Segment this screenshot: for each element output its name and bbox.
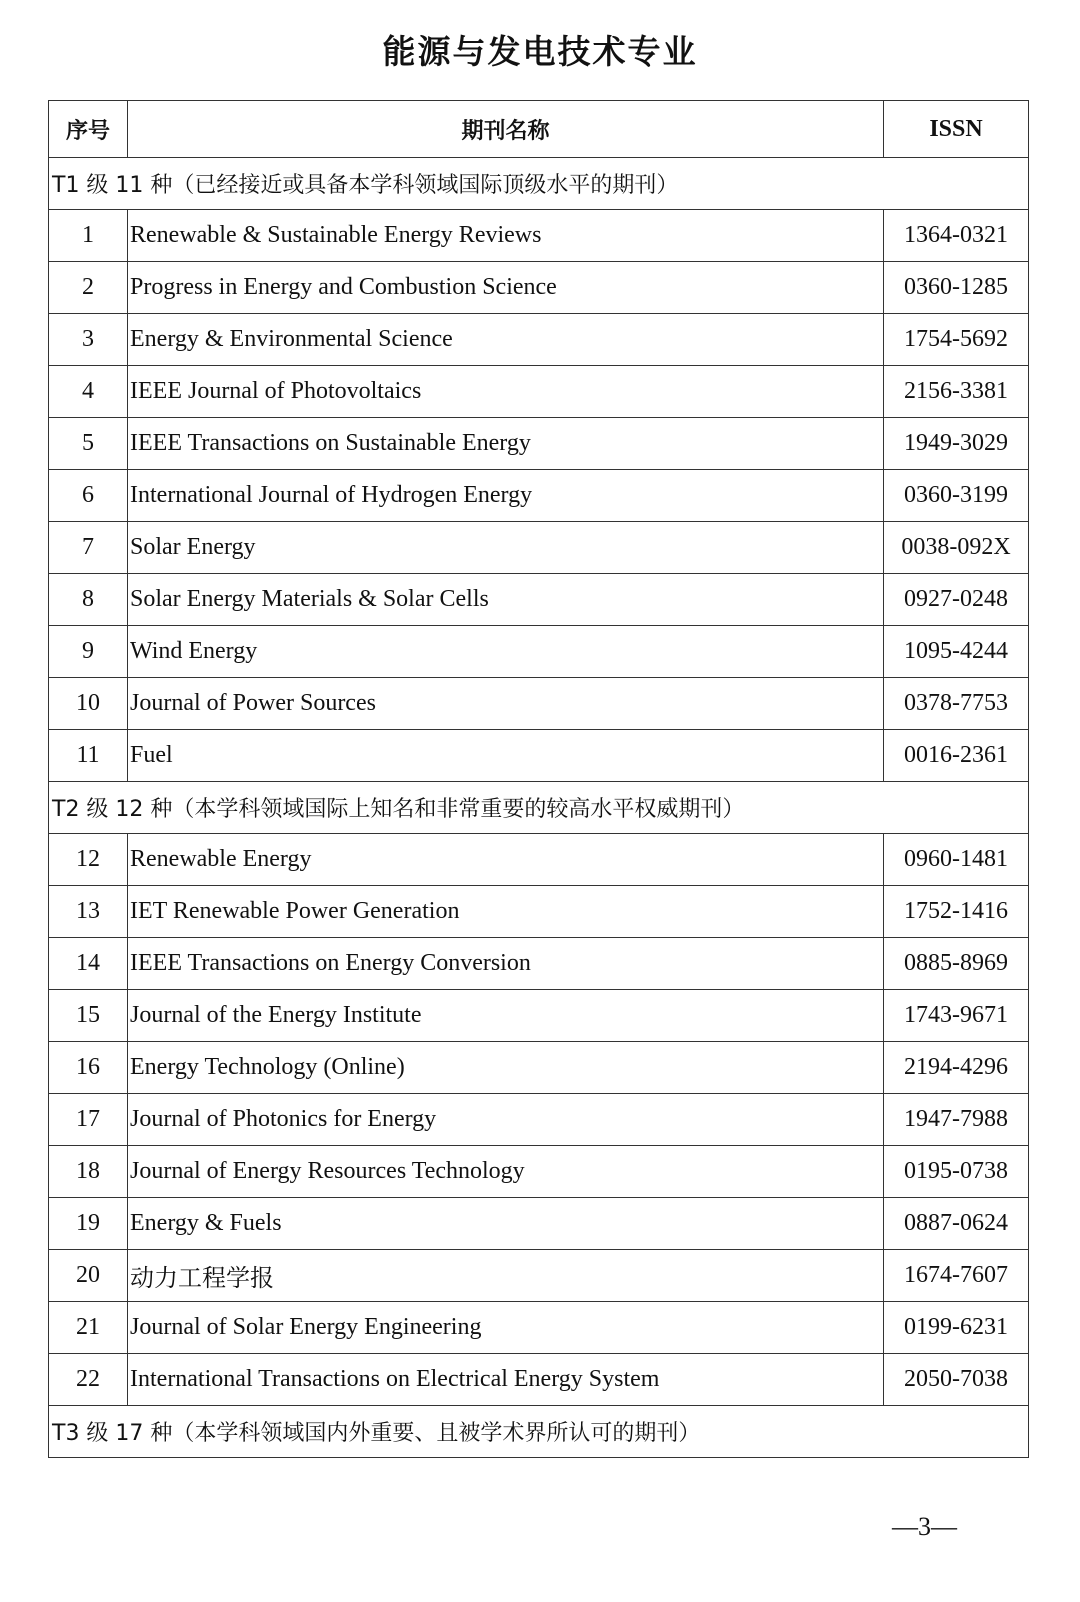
table-row <box>49 938 1029 990</box>
journal-name-cell: Renewable Energy <box>128 834 884 886</box>
serial-number-cell: 14 <box>49 938 128 990</box>
table-row <box>49 678 1029 730</box>
journal-name-cell: Journal of Energy Resources Technology <box>128 1146 884 1198</box>
section-heading: T3 级 17 种（本学科领域国内外重要、且被学术界所认可的期刊） <box>49 1406 1029 1458</box>
table-header-row <box>49 101 1029 158</box>
issn-cell: 2156-3381 <box>884 366 1029 418</box>
page-title: 能源与发电技术专业 <box>382 32 698 71</box>
issn-cell: 0016-2361 <box>884 730 1029 782</box>
header-serial-number: 序号 <box>49 101 128 158</box>
serial-number-cell: 17 <box>49 1094 128 1146</box>
serial-number-cell: 13 <box>49 886 128 938</box>
issn-cell: 2194-4296 <box>884 1042 1029 1094</box>
journal-name-cell: Journal of Solar Energy Engineering <box>128 1302 884 1354</box>
serial-number-cell: 21 <box>49 1302 128 1354</box>
table-row <box>49 1302 1029 1354</box>
table-row <box>49 1042 1029 1094</box>
page-number: —3— <box>892 1512 957 1541</box>
serial-number-cell: 2 <box>49 262 128 314</box>
issn-cell: 0885-8969 <box>884 938 1029 990</box>
journal-name-cell: Energy & Environmental Science <box>128 314 884 366</box>
table-row <box>49 522 1029 574</box>
journal-name-cell: IEEE Journal of Photovoltaics <box>128 366 884 418</box>
table-row <box>49 1198 1029 1250</box>
journal-name-cell: Wind Energy <box>128 626 884 678</box>
table-row <box>49 1250 1029 1302</box>
journal-name-cell: Renewable & Sustainable Energy Reviews <box>128 210 884 262</box>
issn-cell: 1754-5692 <box>884 314 1029 366</box>
journal-name-cell: Progress in Energy and Combustion Science <box>128 262 884 314</box>
journal-name-cell: International Transactions on Electrical Energy System <box>128 1354 884 1406</box>
issn-cell: 2050-7038 <box>884 1354 1029 1406</box>
journal-name-cell: IEEE Transactions on Sustainable Energy <box>128 418 884 470</box>
journal-name-cell: Journal of Power Sources <box>128 678 884 730</box>
issn-cell: 1095-4244 <box>884 626 1029 678</box>
issn-cell: 1674-7607 <box>884 1250 1029 1302</box>
issn-cell: 1752-1416 <box>884 886 1029 938</box>
table-row <box>49 574 1029 626</box>
table-row <box>49 210 1029 262</box>
issn-cell: 0887-0624 <box>884 1198 1029 1250</box>
table-row <box>49 990 1029 1042</box>
serial-number-cell: 7 <box>49 522 128 574</box>
journal-name-cell: Energy Technology (Online) <box>128 1042 884 1094</box>
serial-number-cell: 10 <box>49 678 128 730</box>
journal-name-cell: IEEE Transactions on Energy Conversion <box>128 938 884 990</box>
issn-cell: 0927-0248 <box>884 574 1029 626</box>
table-row <box>49 1094 1029 1146</box>
table-row <box>49 834 1029 886</box>
serial-number-cell: 9 <box>49 626 128 678</box>
issn-cell: 0195-0738 <box>884 1146 1029 1198</box>
journal-name-cell: Solar Energy <box>128 522 884 574</box>
serial-number-cell: 18 <box>49 1146 128 1198</box>
issn-cell: 0038-092X <box>884 522 1029 574</box>
issn-cell: 0378-7753 <box>884 678 1029 730</box>
table-row <box>49 418 1029 470</box>
section-heading: T2 级 12 种（本学科领域国际上知名和非常重要的较高水平权威期刊） <box>49 782 1029 834</box>
serial-number-cell: 22 <box>49 1354 128 1406</box>
issn-cell: 1947-7988 <box>884 1094 1029 1146</box>
section-heading-row <box>49 782 1029 834</box>
table-row <box>49 366 1029 418</box>
serial-number-cell: 6 <box>49 470 128 522</box>
issn-cell: 0199-6231 <box>884 1302 1029 1354</box>
serial-number-cell: 19 <box>49 1198 128 1250</box>
serial-number-cell: 4 <box>49 366 128 418</box>
header-journal-name: 期刊名称 <box>128 101 884 158</box>
table-row <box>49 626 1029 678</box>
journal-name-cell: Fuel <box>128 730 884 782</box>
journal-table <box>48 100 1029 1458</box>
journal-name-cell: Journal of the Energy Institute <box>128 990 884 1042</box>
journal-name-cell: Solar Energy Materials & Solar Cells <box>128 574 884 626</box>
serial-number-cell: 12 <box>49 834 128 886</box>
serial-number-cell: 15 <box>49 990 128 1042</box>
issn-cell: 1949-3029 <box>884 418 1029 470</box>
header-issn: ISSN <box>884 101 1029 158</box>
issn-cell: 1743-9671 <box>884 990 1029 1042</box>
section-heading-row <box>49 1406 1029 1458</box>
journal-name-cell: Energy & Fuels <box>128 1198 884 1250</box>
table-row <box>49 262 1029 314</box>
serial-number-cell: 16 <box>49 1042 128 1094</box>
serial-number-cell: 20 <box>49 1250 128 1302</box>
serial-number-cell: 5 <box>49 418 128 470</box>
table-row <box>49 1354 1029 1406</box>
issn-cell: 1364-0321 <box>884 210 1029 262</box>
journal-name-cell: Journal of Photonics for Energy <box>128 1094 884 1146</box>
issn-cell: 0360-1285 <box>884 262 1029 314</box>
table-row <box>49 886 1029 938</box>
journal-name-cell: IET Renewable Power Generation <box>128 886 884 938</box>
table-row <box>49 1146 1029 1198</box>
issn-cell: 0960-1481 <box>884 834 1029 886</box>
table-row <box>49 730 1029 782</box>
serial-number-cell: 11 <box>49 730 128 782</box>
serial-number-cell: 8 <box>49 574 128 626</box>
serial-number-cell: 3 <box>49 314 128 366</box>
table-row <box>49 314 1029 366</box>
section-heading: T1 级 11 种（已经接近或具备本学科领域国际顶级水平的期刊） <box>49 158 1029 210</box>
issn-cell: 0360-3199 <box>884 470 1029 522</box>
journal-name-cell: International Journal of Hydrogen Energy <box>128 470 884 522</box>
journal-name-cell: 动力工程学报 <box>128 1250 884 1302</box>
section-heading-row <box>49 158 1029 210</box>
table-row <box>49 470 1029 522</box>
table-body <box>49 158 1029 1458</box>
serial-number-cell: 1 <box>49 210 128 262</box>
